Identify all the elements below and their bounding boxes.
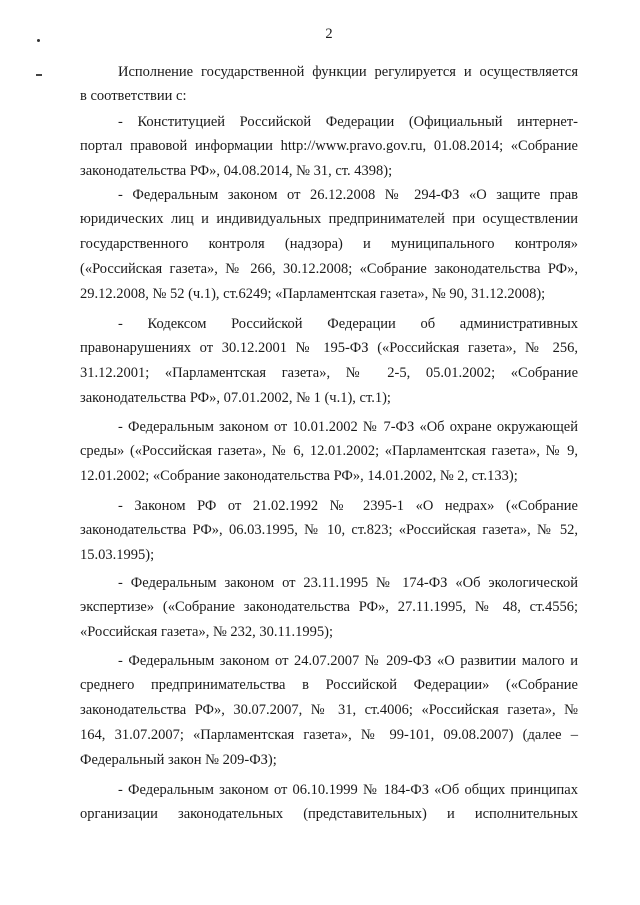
text-line: («Российская газета», № 266, 30.12.2008; «Собрание законодательства РФ», bbox=[80, 261, 578, 278]
text-line: среды» («Российская газета», № 6, 12.01.2002; «Парламентская газета», № 9, bbox=[80, 443, 578, 460]
text-line: 164, 31.07.2007; «Парламентская газета», № 99-101, 09.08.2007) (далее – bbox=[80, 727, 578, 744]
paragraph-intro bbox=[80, 60, 578, 110]
scan-mark-dash bbox=[36, 74, 42, 76]
text-line: портал правовой информации http://www.pravo.gov.ru, 01.08.2014; «Собрание bbox=[80, 138, 578, 155]
list-item-law-7-fz bbox=[80, 415, 578, 490]
text-line: государственного контроля (надзора) и муниципального контроля» bbox=[80, 236, 578, 253]
list-item-koap bbox=[80, 312, 578, 412]
text-line: законодательства РФ», 30.07.2007, № 31, ст.4006; «Российская газета», № bbox=[80, 702, 578, 719]
text-line: организации законодательных (представительных) и исполнительных bbox=[80, 806, 578, 823]
text-line: 29.12.2008, № 52 (ч.1), ст.6249; «Парламентская газета», № 90, 31.12.2008); bbox=[80, 286, 546, 303]
text-line: правонарушениях от 30.12.2001 № 195-ФЗ («Российская газета», № 256, bbox=[80, 340, 578, 357]
text-line: Федеральный закон № 209-ФЗ); bbox=[80, 752, 277, 769]
text-line: среднего предпринимательства в Российской Федерации» («Собрание bbox=[80, 677, 578, 694]
text-line: - Федеральным законом от 23.11.1995 № 174-ФЗ «Об экологической bbox=[118, 574, 578, 591]
page-number: 2 bbox=[325, 26, 333, 42]
text-line: законодательства РФ», 06.03.1995, № 10, ст.823; «Российская газета», № 52, bbox=[80, 522, 578, 539]
text-line: - Конституцией Российской Федерации (Официальный интернет- bbox=[118, 113, 578, 130]
text-line: законодательства РФ», 07.01.2002, № 1 (ч.1), ст.1); bbox=[80, 390, 391, 407]
text-line: «Российская газета», № 232, 30.11.1995); bbox=[80, 624, 333, 641]
text-line: - Федеральным законом от 26.12.2008 № 294-ФЗ «О защите прав bbox=[118, 186, 578, 203]
text-line: юридических лиц и индивидуальных предпринимателей при осуществлении bbox=[80, 211, 578, 228]
list-item-law-294-fz bbox=[80, 183, 578, 308]
text-line: Исполнение государственной функции регулируется и осуществляется bbox=[118, 63, 578, 80]
text-line: экспертизе» («Собрание законодательства РФ», 27.11.1995, № 48, ст.4556; bbox=[80, 599, 578, 616]
list-item-law-184-fz bbox=[80, 778, 578, 828]
text-line: 15.03.1995); bbox=[80, 547, 155, 564]
list-item-constitution bbox=[80, 110, 578, 185]
text-line: - Федеральным законом от 10.01.2002 № 7-ФЗ «Об охране окружающей bbox=[118, 418, 578, 435]
text-line: - Законом РФ от 21.02.1992 № 2395-1 «О недрах» («Собрание bbox=[118, 497, 578, 514]
text-line: в соответствии с: bbox=[80, 88, 187, 105]
list-item-law-209-fz bbox=[80, 649, 578, 774]
text-line: - Федеральным законом от 24.07.2007 № 209-ФЗ «О развитии малого и bbox=[118, 652, 578, 669]
text-line: - Федеральным законом от 06.10.1999 № 184-ФЗ «Об общих принципах bbox=[118, 781, 578, 798]
text-line: 12.01.2002; «Собрание законодательства РФ», 14.01.2002, № 2, ст.133); bbox=[80, 468, 518, 485]
list-item-law-nedra bbox=[80, 494, 578, 569]
text-line: законодательства РФ», 04.08.2014, № 31, ст. 4398); bbox=[80, 163, 393, 180]
scan-mark-dot bbox=[37, 39, 40, 42]
list-item-law-174-fz bbox=[80, 571, 578, 646]
text-line: 31.12.2001; «Парламентская газета», № 2-5, 05.01.2002; «Собрание bbox=[80, 365, 578, 382]
text-line: - Кодексом Российской Федерации об административных bbox=[118, 315, 578, 332]
